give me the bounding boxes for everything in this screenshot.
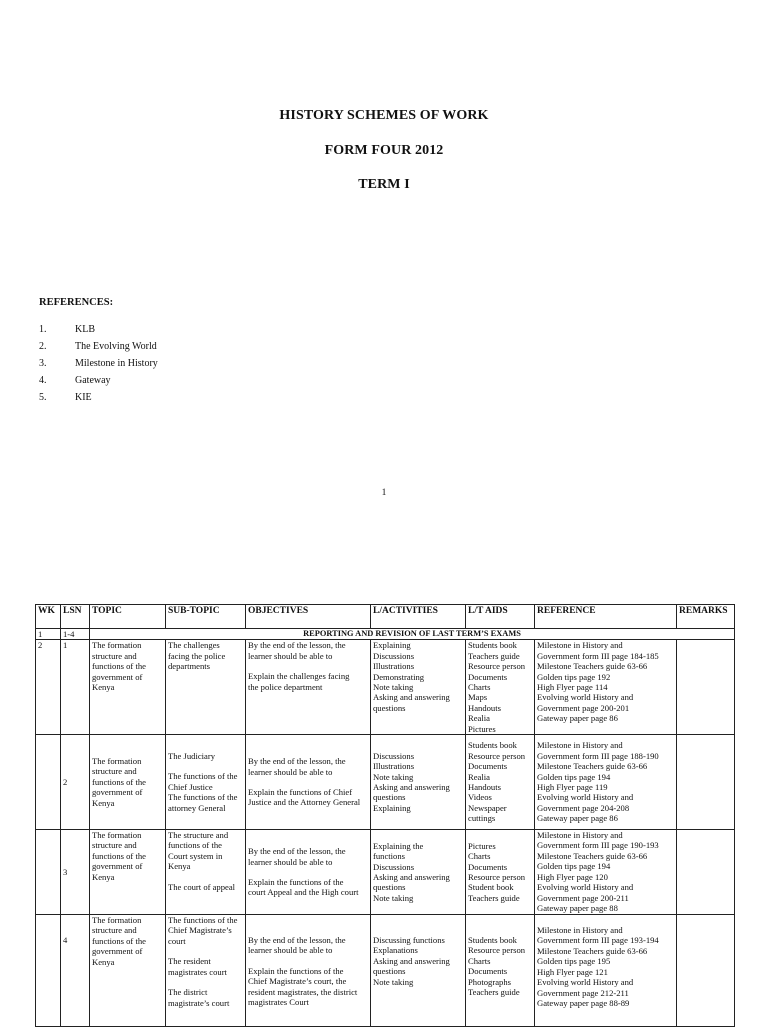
cell-activities: Explaining the functions Discussions Asking and answering questions Note taking — [371, 830, 466, 915]
reference-item — [39, 375, 339, 392]
cell-wk — [36, 830, 61, 915]
cell-remarks — [677, 735, 735, 830]
subtopic-detail: The functions of the Chief Justice The functions of the attorney General — [168, 771, 238, 813]
cell-topic: The formation structure and functions of the government of Kenya — [90, 735, 166, 830]
references-list — [39, 324, 339, 409]
reference-number: 2. — [39, 341, 47, 352]
document-title: HISTORY SCHEMES OF WORK — [279, 108, 489, 123]
reference-number: 1. — [39, 324, 47, 335]
cell-reference: Milestone in History and Government form III page 184-185 Milestone Teachers guide 63-66 Golden tips page 192 High Flyer page 114 Evolving world History and Government page 200-201 Gateway paper page 86 — [535, 640, 677, 735]
cell-wk: 2 — [36, 640, 61, 735]
cell-subtopic — [166, 735, 246, 830]
cell-reference: Milestone in History and Government form III page 190-193 Milestone Teachers guide 63-66 Golden tips page 194 High Flyer page 120 Evolving world History and Government page 200-211 Gateway paper page 88 — [535, 830, 677, 915]
reference-text: KLB — [75, 324, 95, 335]
column-header-topic: TOPIC — [90, 605, 166, 629]
reference-item — [39, 358, 339, 375]
cell-aids: Students book Resource person Charts Documents Photographs Teachers guide — [466, 915, 535, 1027]
cell-lsn: 1 — [61, 640, 90, 735]
subtopic-detail: The court of appeal — [168, 881, 236, 892]
table-row — [36, 830, 735, 915]
form-subtitle: FORM FOUR 2012 — [324, 143, 444, 158]
objective-intro: By the end of the lesson, the learner should be able to — [248, 756, 346, 777]
column-header-wk: WK — [36, 605, 61, 629]
page-number: 1 — [381, 488, 387, 498]
cell-objectives — [246, 640, 371, 735]
cell-aids: Students book Teachers guide Resource person Documents Charts Maps Handouts Realia Pictures — [466, 640, 535, 735]
subtopic-detail: The resident magistrates court — [168, 956, 227, 977]
cell-lsn: 1-4 — [61, 629, 90, 640]
reference-item — [39, 341, 339, 358]
reference-text: The Evolving World — [75, 341, 157, 352]
cell-wk — [36, 735, 61, 830]
column-header-remarks: REMARKS — [677, 605, 735, 629]
table-row — [36, 735, 735, 830]
objective-intro: By the end of the lesson, the learner should be able to — [248, 640, 346, 661]
cell-subtopic — [166, 915, 246, 1027]
scheme-of-work-table — [35, 604, 735, 1027]
cell-lsn: 3 — [61, 830, 90, 915]
references-heading: REFERENCES: — [39, 297, 114, 308]
objective-text: Explain the functions of the court Appeal and the High court — [248, 877, 359, 898]
cell-topic: The formation structure and functions of the government of Kenya — [90, 830, 166, 915]
cell-remarks — [677, 640, 735, 735]
table-row — [36, 640, 735, 735]
term-subtitle: TERM I — [358, 177, 410, 192]
cell-topic: The formation structure and functions of the government of Kenya — [90, 640, 166, 735]
cell-subtopic — [166, 830, 246, 915]
subtopic-heading: The functions of the Chief Magistrate’s court — [168, 915, 238, 946]
cell-activities: Discussing functions Explanations Asking and answering questions Note taking — [371, 915, 466, 1027]
cell-activities: Discussions Illustrations Note taking Asking and answering questions Explaining — [371, 735, 466, 830]
column-header-aids: L/T AIDS — [466, 605, 535, 629]
column-header-reference: REFERENCE — [535, 605, 677, 629]
cell-topic: The formation structure and functions of the government of Kenya — [90, 915, 166, 1027]
reference-text: Milestone in History — [75, 358, 158, 369]
cell-objectives — [246, 830, 371, 915]
reference-number: 3. — [39, 358, 47, 369]
reference-number: 5. — [39, 392, 47, 403]
cell-wk: 1 — [36, 629, 61, 640]
column-header-lsn: LSN — [61, 605, 90, 629]
column-header-objectives: OBJECTIVES — [246, 605, 371, 629]
cell-remarks — [677, 915, 735, 1027]
column-header-subtopic: SUB-TOPIC — [166, 605, 246, 629]
reference-item — [39, 324, 339, 341]
cell-reference: Milestone in History and Government form III page 188-190 Milestone Teachers guide 63-66 Golden tips page 194 High Flyer page 119 Evolving world History and Government page 204-208 Gateway paper page 86 — [535, 735, 677, 830]
objective-intro: By the end of the lesson, the learner should be able to — [248, 846, 346, 867]
objective-text: Explain the challenges facing the police department — [248, 671, 350, 692]
table-header-row — [36, 605, 735, 629]
cell-aids: Students book Resource person Documents Realia Handouts Videos Newspaper cuttings — [466, 735, 535, 830]
cell-activities: Explaining Discussions Illustrations Demonstrating Note taking Asking and answering questions — [371, 640, 466, 735]
cell-lsn: 2 — [61, 735, 90, 830]
subtopic-detail: The district magistrate’s court — [168, 987, 230, 1008]
reference-text: Gateway — [75, 375, 111, 386]
column-header-activities: L/ACTIVITIES — [371, 605, 466, 629]
revision-banner: REPORTING AND REVISION OF LAST TERM’S EXAMS — [90, 629, 735, 640]
subtopic-heading: The structure and functions of the Court system in Kenya — [168, 830, 229, 872]
cell-remarks — [677, 830, 735, 915]
objective-text: Explain the functions of Chief Justice and the Attorney General — [248, 787, 361, 808]
cell-wk — [36, 915, 61, 1027]
subtopic-heading: The Judiciary — [168, 751, 216, 762]
cell-objectives — [246, 735, 371, 830]
table-row — [36, 915, 735, 1027]
cell-aids: Pictures Charts Documents Resource person Student book Teachers guide — [466, 830, 535, 915]
reference-item — [39, 392, 339, 409]
cell-subtopic: The challenges facing the police departments — [166, 640, 246, 735]
table-row — [36, 629, 735, 640]
reference-number: 4. — [39, 375, 47, 386]
objective-intro: By the end of the lesson, the learner should be able to — [248, 935, 346, 956]
reference-text: KIE — [75, 392, 92, 403]
cell-lsn: 4 — [61, 915, 90, 1027]
cell-reference: Milestone in History and Government form III page 193-194 Milestone Teachers guide 63-66 Golden tips page 195 High Flyer page 121 Evolving world History and Government page 212-211 Gateway paper page 88-89 — [535, 915, 677, 1027]
objective-text: Explain the functions of the Chief Magistrate’s court, the resident magistrates, the district magistrates Court — [248, 965, 358, 1008]
cell-objectives — [246, 915, 371, 1027]
